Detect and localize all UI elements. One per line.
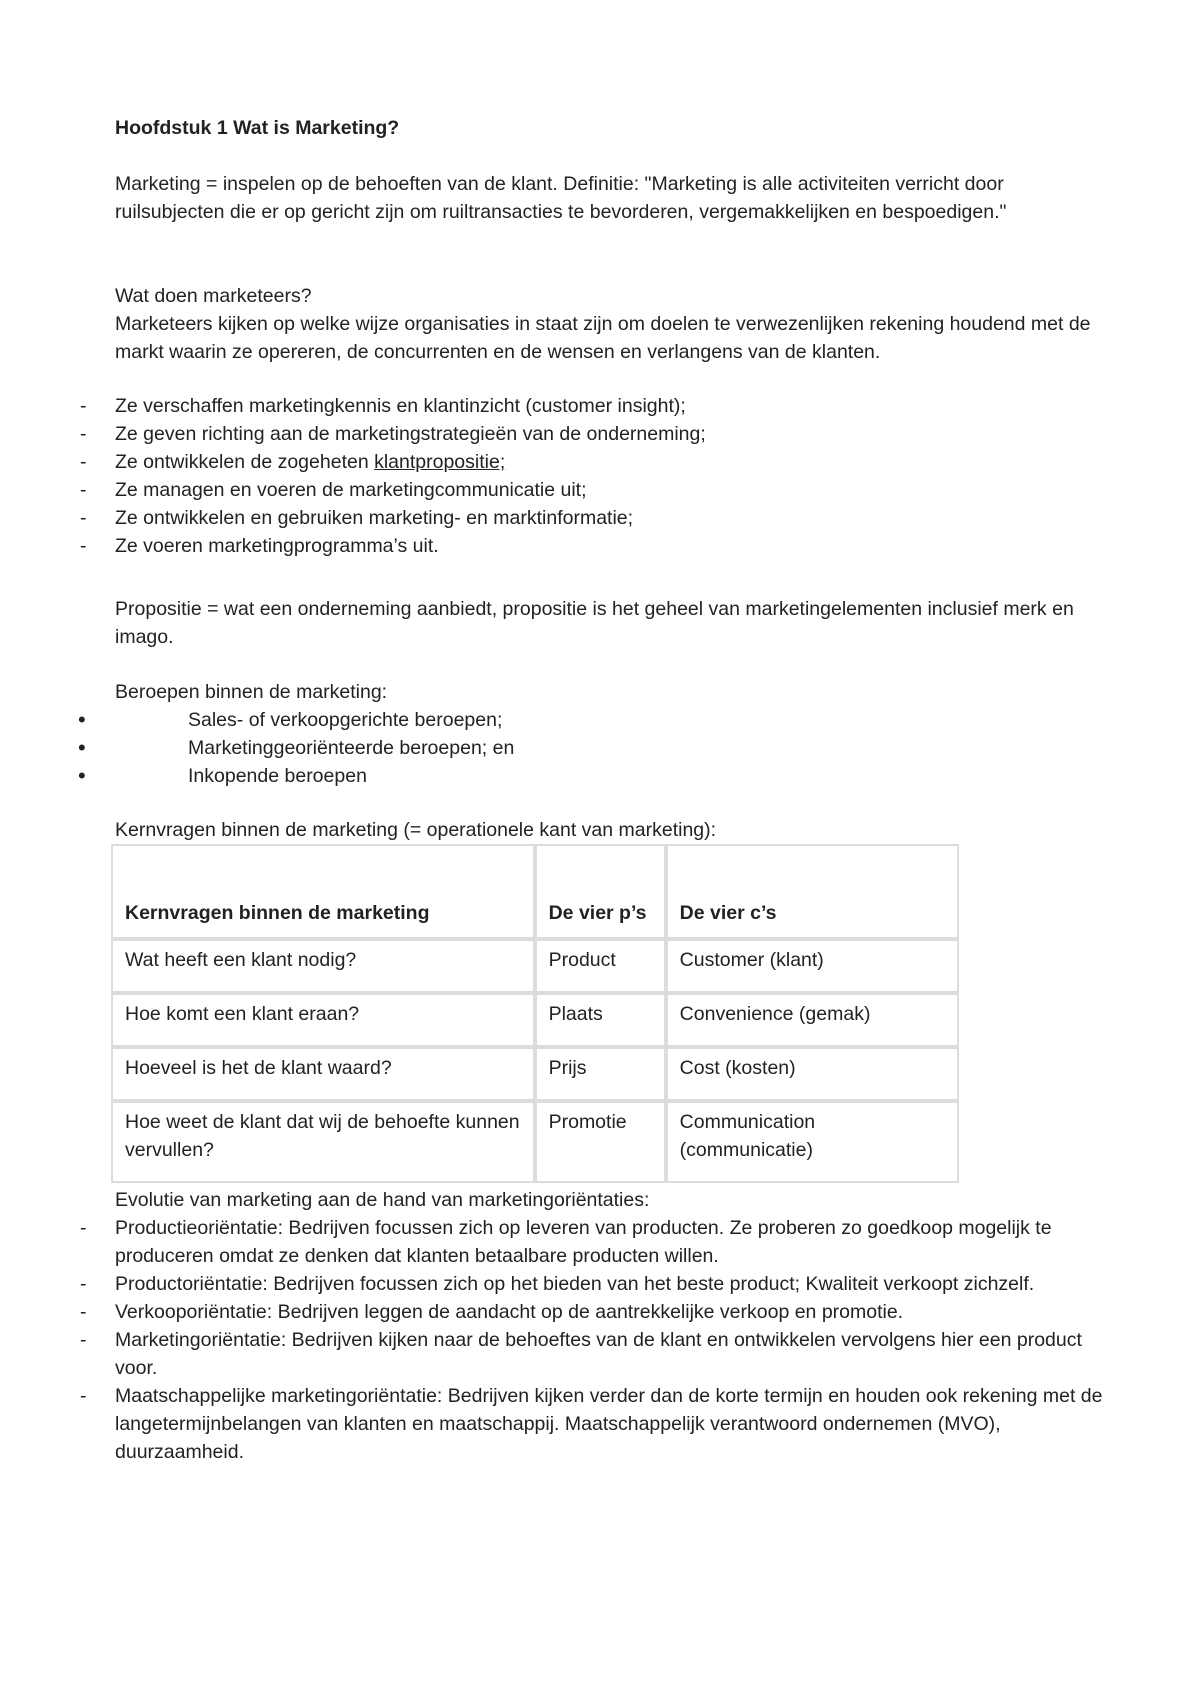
- list-item: - Ze ontwikkelen en gebruiken marketing- en marktinformatie;: [80, 507, 634, 529]
- what-paragraph: Marketeers kijken op welke wijze organisaties in staat zijn om doelen te verwezenlijken rekening houdend met de markt waarin ze opereren, de concurrenten en de wensen en verlangens van de klanten.: [115, 313, 1091, 363]
- beroepen-list: [0, 706, 1110, 790]
- tasks-list: [0, 392, 1110, 560]
- evolutie-heading: Evolutie van marketing aan de hand van marketingoriëntaties:: [115, 1189, 650, 1211]
- list-item: • Inkopende beroepen: [78, 763, 367, 788]
- table-cell: Convenience (gemak): [666, 993, 959, 1047]
- table-cell: Promotie: [535, 1101, 666, 1183]
- table-header-cell: De vier p’s: [535, 844, 666, 939]
- bullet-icon: •: [78, 707, 86, 732]
- list-item: • Marketinggeoriënteerde beroepen; en: [78, 735, 515, 760]
- intro-paragraph: Marketing = inspelen op de behoeften van de klant. Definitie: "Marketing is alle activiteiten verricht door ruilsubjecten die er op gericht zijn om ruiltransacties te bevorderen, vergemakkelijken en bespoedigen.": [115, 173, 1007, 223]
- evolutie-list: [0, 1214, 1110, 1466]
- table-cell: Cost (kosten): [666, 1047, 959, 1101]
- list-item: - Ze verschaffen marketingkennis en klantinzicht (customer insight);: [80, 395, 686, 417]
- page-title: Hoofdstuk 1 Wat is Marketing?: [115, 117, 400, 139]
- propositie-paragraph: Propositie = wat een onderneming aanbiedt, propositie is het geheel van marketingelementen inclusief merk en imago.: [115, 598, 1074, 648]
- table-cell: Prijs: [535, 1047, 666, 1101]
- table-cell: Customer (klant): [666, 939, 959, 993]
- table-cell: Wat heeft een klant nodig?: [111, 939, 535, 993]
- what-heading: Wat doen marketeers?: [115, 285, 312, 307]
- table-row: [111, 1101, 959, 1183]
- bullet-icon: •: [78, 763, 86, 788]
- table-cell: Plaats: [535, 993, 666, 1047]
- table-cell: Product: [535, 939, 666, 993]
- list-item: - Ze voeren marketingprogramma’s uit.: [80, 535, 439, 557]
- table-cell: Communication (communicatie): [666, 1101, 959, 1183]
- list-item: • Sales- of verkoopgerichte beroepen;: [78, 707, 503, 732]
- list-item: - Ze managen en voeren de marketingcommunicatie uit;: [80, 479, 587, 501]
- list-item: - Maatschappelijke marketingoriëntatie: Bedrijven kijken verder dan de korte termijn en houden ook rekening met de langetermijnbelangen van klanten en maatschappij. Maatschappelijk verantwoord ondernemen (MVO), duurzaamheid.: [80, 1385, 1103, 1463]
- table-row: [111, 993, 959, 1047]
- kernvragen-heading: Kernvragen binnen de marketing (= operationele kant van marketing):: [115, 819, 717, 841]
- table-header-cell: De vier c’s: [666, 844, 959, 939]
- list-item: - Verkooporiëntatie: Bedrijven leggen de aandacht op de aantrekkelijke verkoop en promotie.: [80, 1301, 904, 1323]
- table-cell: Hoe weet de klant dat wij de behoefte kunnen vervullen?: [111, 1101, 535, 1183]
- table-cell: Hoeveel is het de klant waard?: [111, 1047, 535, 1101]
- table-row: [111, 939, 959, 993]
- beroepen-heading: Beroepen binnen de marketing:: [115, 681, 388, 703]
- list-item: - Ze ontwikkelen de zogeheten klantpropositie;: [80, 451, 506, 473]
- klantpropositie-link[interactable]: klantpropositie;: [374, 451, 506, 473]
- kernvragen-table: [111, 844, 959, 1183]
- bullet-icon: •: [78, 735, 86, 760]
- table-cell: Hoe komt een klant eraan?: [111, 993, 535, 1047]
- list-item: - Ze geven richting aan de marketingstrategieën van de onderneming;: [80, 423, 706, 445]
- list-item: - Productoriëntatie: Bedrijven focussen zich op het bieden van het beste product; Kwaliteit verkoopt zichzelf.: [80, 1273, 1035, 1295]
- list-item: - Marketingoriëntatie: Bedrijven kijken naar de behoeftes van de klant en ontwikkelen vervolgens hier een product voor.: [80, 1329, 1082, 1379]
- list-item: - Productieoriëntatie: Bedrijven focussen zich op leveren van producten. Ze proberen zo goedkoop mogelijk te produceren omdat ze denken dat klanten betaalbare producten willen.: [80, 1217, 1052, 1267]
- table-header-cell: Kernvragen binnen de marketing: [111, 844, 535, 939]
- table-row: [111, 1047, 959, 1101]
- table-header-row: [111, 844, 959, 939]
